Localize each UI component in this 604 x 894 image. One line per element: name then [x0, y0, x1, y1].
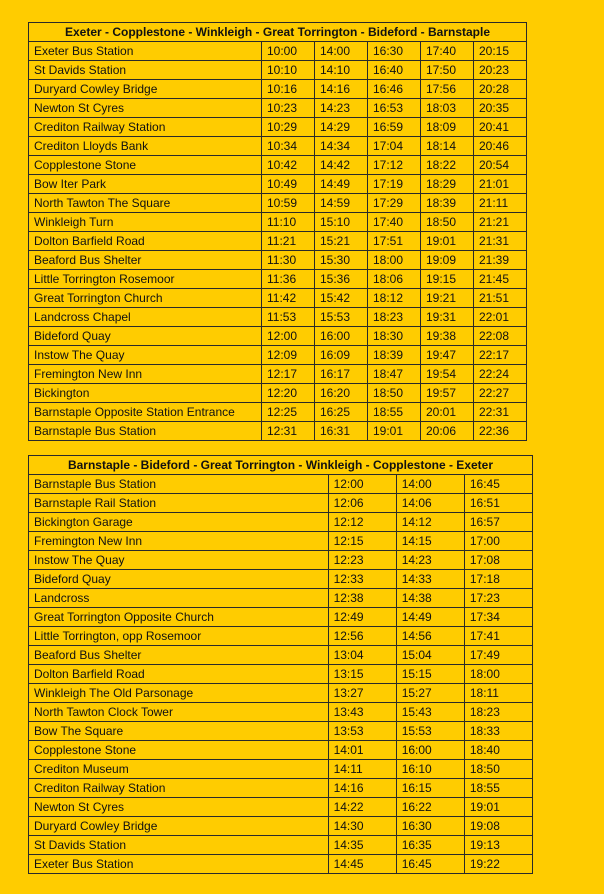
stop-name: Winkleigh Turn	[29, 213, 262, 232]
departure-time: 17:41	[464, 627, 532, 646]
departure-time: 16:15	[396, 779, 464, 798]
stop-name: Bickington	[29, 384, 262, 403]
departure-time: 16:30	[396, 817, 464, 836]
departure-time: 14:45	[328, 855, 396, 874]
departure-time: 12:09	[262, 346, 315, 365]
stop-name: Winkleigh The Old Parsonage	[29, 684, 329, 703]
stop-name: Copplestone Stone	[29, 156, 262, 175]
departure-time: 11:42	[262, 289, 315, 308]
stop-name: Beaford Bus Shelter	[29, 646, 329, 665]
return-row	[29, 551, 533, 570]
departure-time: 16:45	[396, 855, 464, 874]
stop-name: Barnstaple Bus Station	[29, 422, 262, 441]
departure-time: 18:14	[421, 137, 474, 156]
departure-time: 21:01	[474, 175, 527, 194]
return-row	[29, 646, 533, 665]
departure-time: 21:45	[474, 270, 527, 289]
departure-time: 19:13	[464, 836, 532, 855]
return-row	[29, 494, 533, 513]
departure-time: 17:12	[368, 156, 421, 175]
departure-time: 16:17	[315, 365, 368, 384]
departure-time: 14:42	[315, 156, 368, 175]
departure-time: 18:33	[464, 722, 532, 741]
departure-time: 17:51	[368, 232, 421, 251]
departure-time: 17:08	[464, 551, 532, 570]
outbound-row	[29, 61, 527, 80]
stop-name: Newton St Cyres	[29, 99, 262, 118]
departure-time: 18:39	[421, 194, 474, 213]
departure-time: 21:31	[474, 232, 527, 251]
departure-time: 19:01	[368, 422, 421, 441]
departure-time: 17:49	[464, 646, 532, 665]
stop-name: St Davids Station	[29, 61, 262, 80]
departure-time: 11:10	[262, 213, 315, 232]
departure-time: 16:30	[368, 42, 421, 61]
departure-time: 19:09	[421, 251, 474, 270]
departure-time: 16:00	[396, 741, 464, 760]
outbound-row	[29, 308, 527, 327]
departure-time: 16:46	[368, 80, 421, 99]
departure-time: 12:15	[328, 532, 396, 551]
stop-name: Crediton Railway Station	[29, 779, 329, 798]
outbound-row	[29, 99, 527, 118]
outbound-row	[29, 251, 527, 270]
departure-time: 12:17	[262, 365, 315, 384]
stop-name: Newton St Cyres	[29, 798, 329, 817]
departure-time: 14:29	[315, 118, 368, 137]
outbound-title: Exeter - Copplestone - Winkleigh - Great Torrington - Bideford - Barnstaple	[29, 23, 527, 42]
stop-name: Instow The Quay	[29, 346, 262, 365]
departure-time: 12:20	[262, 384, 315, 403]
departure-time: 16:53	[368, 99, 421, 118]
departure-time: 17:29	[368, 194, 421, 213]
departure-time: 11:53	[262, 308, 315, 327]
return-row	[29, 779, 533, 798]
departure-time: 22:27	[474, 384, 527, 403]
departure-time: 18:11	[464, 684, 532, 703]
departure-time: 16:59	[368, 118, 421, 137]
return-row	[29, 570, 533, 589]
outbound-row	[29, 80, 527, 99]
outbound-row	[29, 327, 527, 346]
departure-time: 18:50	[421, 213, 474, 232]
return-row	[29, 722, 533, 741]
stop-name: Barnstaple Bus Station	[29, 475, 329, 494]
departure-time: 14:11	[328, 760, 396, 779]
departure-time: 18:00	[464, 665, 532, 684]
departure-time: 18:23	[368, 308, 421, 327]
departure-time: 14:30	[328, 817, 396, 836]
departure-time: 18:30	[368, 327, 421, 346]
departure-time: 14:10	[315, 61, 368, 80]
departure-time: 18:00	[368, 251, 421, 270]
stop-name: Exeter Bus Station	[29, 42, 262, 61]
stop-name: Instow The Quay	[29, 551, 329, 570]
stop-name: St Davids Station	[29, 836, 329, 855]
return-row	[29, 684, 533, 703]
departure-time: 10:42	[262, 156, 315, 175]
departure-time: 19:38	[421, 327, 474, 346]
outbound-row	[29, 289, 527, 308]
departure-time: 15:53	[315, 308, 368, 327]
departure-time: 14:35	[328, 836, 396, 855]
departure-time: 10:23	[262, 99, 315, 118]
departure-time: 11:30	[262, 251, 315, 270]
departure-time: 20:28	[474, 80, 527, 99]
departure-time: 19:01	[421, 232, 474, 251]
departure-time: 12:25	[262, 403, 315, 422]
departure-time: 14:01	[328, 741, 396, 760]
departure-time: 21:51	[474, 289, 527, 308]
departure-time: 22:24	[474, 365, 527, 384]
departure-time: 12:33	[328, 570, 396, 589]
return-row	[29, 760, 533, 779]
departure-time: 15:53	[396, 722, 464, 741]
stop-name: Great Torrington Opposite Church	[29, 608, 329, 627]
departure-time: 16:40	[368, 61, 421, 80]
departure-time: 18:47	[368, 365, 421, 384]
return-row	[29, 513, 533, 532]
departure-time: 18:55	[368, 403, 421, 422]
departure-time: 18:50	[464, 760, 532, 779]
departure-time: 12:23	[328, 551, 396, 570]
outbound-row	[29, 232, 527, 251]
stop-name: North Tawton The Square	[29, 194, 262, 213]
stop-name: Fremington New Inn	[29, 532, 329, 551]
departure-time: 10:49	[262, 175, 315, 194]
stop-name: Bideford Quay	[29, 570, 329, 589]
stop-name: Duryard Cowley Bridge	[29, 817, 329, 836]
departure-time: 21:21	[474, 213, 527, 232]
departure-time: 12:12	[328, 513, 396, 532]
departure-time: 18:55	[464, 779, 532, 798]
outbound-row	[29, 175, 527, 194]
stop-name: Bow Iter Park	[29, 175, 262, 194]
stop-name: Little Torrington, opp Rosemoor	[29, 627, 329, 646]
departure-time: 14:34	[315, 137, 368, 156]
departure-time: 22:36	[474, 422, 527, 441]
return-row	[29, 798, 533, 817]
departure-time: 20:35	[474, 99, 527, 118]
departure-time: 16:35	[396, 836, 464, 855]
departure-time: 19:54	[421, 365, 474, 384]
departure-time: 12:00	[262, 327, 315, 346]
departure-time: 16:57	[464, 513, 532, 532]
departure-time: 16:00	[315, 327, 368, 346]
departure-time: 14:33	[396, 570, 464, 589]
stop-name: Exeter Bus Station	[29, 855, 329, 874]
departure-time: 18:06	[368, 270, 421, 289]
departure-time: 17:19	[368, 175, 421, 194]
outbound-row	[29, 118, 527, 137]
return-rows	[29, 475, 533, 874]
return-row	[29, 475, 533, 494]
departure-time: 14:49	[315, 175, 368, 194]
departure-time: 17:40	[368, 213, 421, 232]
stop-name: Bickington Garage	[29, 513, 329, 532]
departure-time: 21:39	[474, 251, 527, 270]
outbound-row	[29, 137, 527, 156]
departure-time: 20:01	[421, 403, 474, 422]
departure-time: 20:41	[474, 118, 527, 137]
departure-time: 16:20	[315, 384, 368, 403]
departure-time: 15:04	[396, 646, 464, 665]
departure-time: 18:50	[368, 384, 421, 403]
outbound-row	[29, 270, 527, 289]
departure-time: 15:42	[315, 289, 368, 308]
departure-time: 20:15	[474, 42, 527, 61]
departure-time: 18:39	[368, 346, 421, 365]
stop-name: Crediton Lloyds Bank	[29, 137, 262, 156]
departure-time: 16:51	[464, 494, 532, 513]
departure-time: 16:31	[315, 422, 368, 441]
departure-time: 18:09	[421, 118, 474, 137]
departure-time: 16:45	[464, 475, 532, 494]
outbound-row	[29, 384, 527, 403]
departure-time: 22:08	[474, 327, 527, 346]
departure-time: 10:00	[262, 42, 315, 61]
departure-time: 19:22	[464, 855, 532, 874]
departure-time: 20:23	[474, 61, 527, 80]
departure-time: 17:50	[421, 61, 474, 80]
departure-time: 16:22	[396, 798, 464, 817]
departure-time: 10:16	[262, 80, 315, 99]
departure-time: 15:36	[315, 270, 368, 289]
stop-name: Dolton Barfield Road	[29, 232, 262, 251]
return-row	[29, 741, 533, 760]
departure-time: 13:04	[328, 646, 396, 665]
departure-time: 14:06	[396, 494, 464, 513]
departure-time: 15:10	[315, 213, 368, 232]
departure-time: 12:06	[328, 494, 396, 513]
departure-time: 21:11	[474, 194, 527, 213]
departure-time: 11:36	[262, 270, 315, 289]
return-row	[29, 608, 533, 627]
return-row	[29, 627, 533, 646]
departure-time: 19:47	[421, 346, 474, 365]
departure-time: 18:29	[421, 175, 474, 194]
departure-time: 16:09	[315, 346, 368, 365]
departure-time: 10:59	[262, 194, 315, 213]
return-title: Barnstaple - Bideford - Great Torrington - Winkleigh - Copplestone - Exeter	[29, 456, 533, 475]
stop-name: Bideford Quay	[29, 327, 262, 346]
return-row	[29, 817, 533, 836]
departure-time: 20:06	[421, 422, 474, 441]
departure-time: 10:29	[262, 118, 315, 137]
outbound-row	[29, 365, 527, 384]
departure-time: 17:23	[464, 589, 532, 608]
departure-time: 15:30	[315, 251, 368, 270]
departure-time: 14:23	[315, 99, 368, 118]
departure-time: 14:59	[315, 194, 368, 213]
stop-name: Fremington New Inn	[29, 365, 262, 384]
departure-time: 20:46	[474, 137, 527, 156]
departure-time: 14:16	[315, 80, 368, 99]
departure-time: 19:15	[421, 270, 474, 289]
departure-time: 14:22	[328, 798, 396, 817]
stop-name: North Tawton Clock Tower	[29, 703, 329, 722]
departure-time: 17:04	[368, 137, 421, 156]
departure-time: 17:34	[464, 608, 532, 627]
return-timetable	[28, 455, 533, 874]
departure-time: 17:00	[464, 532, 532, 551]
stop-name: Great Torrington Church	[29, 289, 262, 308]
departure-time: 19:57	[421, 384, 474, 403]
stop-name: Dolton Barfield Road	[29, 665, 329, 684]
departure-time: 19:31	[421, 308, 474, 327]
departure-time: 13:15	[328, 665, 396, 684]
departure-time: 14:38	[396, 589, 464, 608]
departure-time: 14:56	[396, 627, 464, 646]
outbound-row	[29, 422, 527, 441]
departure-time: 13:53	[328, 722, 396, 741]
departure-time: 15:15	[396, 665, 464, 684]
return-row	[29, 836, 533, 855]
departure-time: 12:38	[328, 589, 396, 608]
departure-time: 19:21	[421, 289, 474, 308]
departure-time: 10:34	[262, 137, 315, 156]
stop-name: Little Torrington Rosemoor	[29, 270, 262, 289]
departure-time: 12:00	[328, 475, 396, 494]
stop-name: Crediton Railway Station	[29, 118, 262, 137]
departure-time: 20:54	[474, 156, 527, 175]
departure-time: 19:08	[464, 817, 532, 836]
departure-time: 11:21	[262, 232, 315, 251]
departure-time: 15:43	[396, 703, 464, 722]
stop-name: Bow The Square	[29, 722, 329, 741]
departure-time: 18:23	[464, 703, 532, 722]
departure-time: 18:12	[368, 289, 421, 308]
departure-time: 14:49	[396, 608, 464, 627]
departure-time: 14:23	[396, 551, 464, 570]
departure-time: 17:40	[421, 42, 474, 61]
stop-name: Landcross	[29, 589, 329, 608]
outbound-row	[29, 346, 527, 365]
departure-time: 17:56	[421, 80, 474, 99]
outbound-rows	[29, 42, 527, 441]
departure-time: 15:21	[315, 232, 368, 251]
departure-time: 14:15	[396, 532, 464, 551]
return-row	[29, 703, 533, 722]
departure-time: 13:27	[328, 684, 396, 703]
departure-time: 14:16	[328, 779, 396, 798]
departure-time: 15:27	[396, 684, 464, 703]
stop-name: Copplestone Stone	[29, 741, 329, 760]
outbound-timetable	[28, 22, 527, 441]
departure-time: 19:01	[464, 798, 532, 817]
outbound-row	[29, 42, 527, 61]
departure-time: 16:10	[396, 760, 464, 779]
return-row	[29, 532, 533, 551]
departure-time: 18:03	[421, 99, 474, 118]
departure-time: 18:22	[421, 156, 474, 175]
departure-time: 18:40	[464, 741, 532, 760]
departure-time: 22:01	[474, 308, 527, 327]
departure-time: 16:25	[315, 403, 368, 422]
outbound-row	[29, 403, 527, 422]
departure-time: 17:18	[464, 570, 532, 589]
stop-name: Barnstaple Opposite Station Entrance	[29, 403, 262, 422]
departure-time: 14:12	[396, 513, 464, 532]
return-row	[29, 855, 533, 874]
return-row	[29, 589, 533, 608]
stop-name: Duryard Cowley Bridge	[29, 80, 262, 99]
departure-time: 22:31	[474, 403, 527, 422]
outbound-row	[29, 156, 527, 175]
departure-time: 12:49	[328, 608, 396, 627]
outbound-row	[29, 194, 527, 213]
departure-time: 13:43	[328, 703, 396, 722]
departure-time: 12:31	[262, 422, 315, 441]
return-row	[29, 665, 533, 684]
stop-name: Crediton Museum	[29, 760, 329, 779]
departure-time: 12:56	[328, 627, 396, 646]
stop-name: Landcross Chapel	[29, 308, 262, 327]
outbound-row	[29, 213, 527, 232]
stop-name: Beaford Bus Shelter	[29, 251, 262, 270]
departure-time: 14:00	[396, 475, 464, 494]
departure-time: 22:17	[474, 346, 527, 365]
departure-time: 14:00	[315, 42, 368, 61]
stop-name: Barnstaple Rail Station	[29, 494, 329, 513]
departure-time: 10:10	[262, 61, 315, 80]
